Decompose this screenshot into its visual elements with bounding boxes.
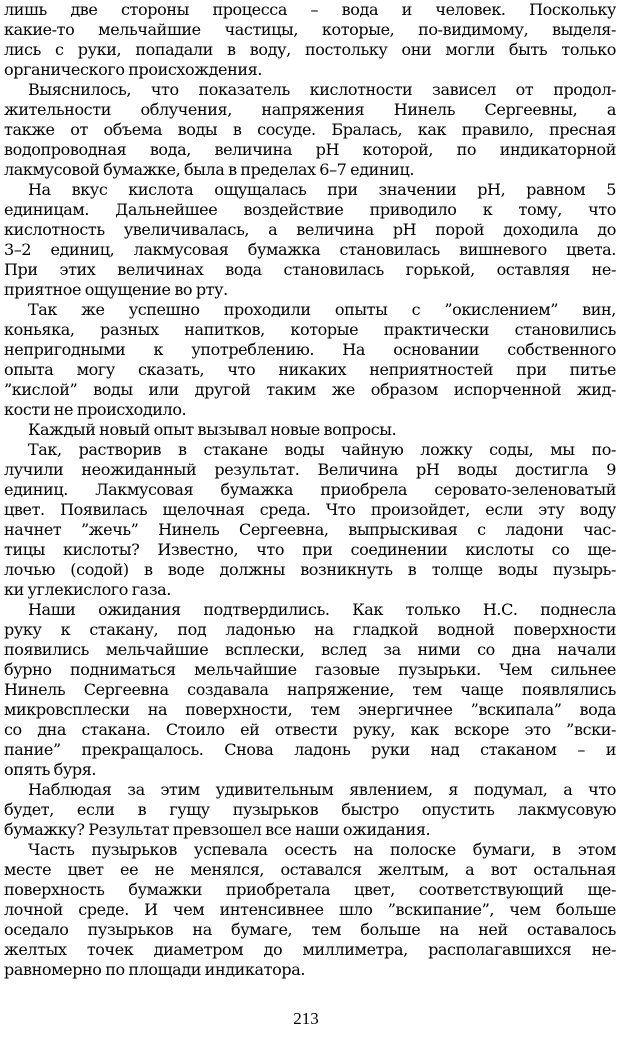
text-line: пание” прекращалось. Снова ладонь руки над стаканом – и <box>4 740 616 759</box>
text-line: приятное ощущение во рту. <box>4 280 228 299</box>
text-line: лочной среде. И чем интенсивнее шло ”вскипание”, чем больше <box>4 900 616 919</box>
text-line: Выяснилось, что показатель кислотности зависел от продол- <box>28 80 616 99</box>
text-line: Так, растворив в стакане воды чайную ложку соды, мы по- <box>28 440 616 459</box>
text-line: руку к стакану, под ладонью на гладкой водной поверхности <box>4 620 616 639</box>
text-line: микровсплески на поверхности, тем энергичнее ”вскипала” вода <box>4 700 616 719</box>
book-page <box>4 0 616 1041</box>
text-line: Наши ожидания подтвердились. Как только Н.С. поднесла <box>28 600 616 619</box>
text-line: ки углекислого газа. <box>4 580 171 599</box>
page-number: 213 <box>293 1009 319 1028</box>
text-line: 3–2 единиц, лакмусовая бумажка становилась вишневого цвета. <box>4 240 616 259</box>
text-line: какие-то мельчайшие частицы, которые, по-видимому, выделя- <box>4 20 616 39</box>
text-line: опять буря. <box>4 760 97 779</box>
text-line: кислотность увеличивалась, а величина pH порой доходила до <box>4 220 616 239</box>
text-line: опыта могу сказать, что никаких неприятностей при питье <box>4 360 616 379</box>
text-line: лись с руки, попадали в воду, постольку они могли быть только <box>4 40 616 59</box>
text-line: цвет. Появилась щелочная среда. Что произойдет, если эту воду <box>4 500 616 519</box>
text-line: ”кислой” воды или другой таким же образом испорченной жид- <box>4 380 616 399</box>
text-line: Часть пузырьков успевала осесть на полоске бумаги, в этом <box>28 840 616 859</box>
text-line: также от объема воды в сосуде. Бралась, как правило, пресная <box>4 120 616 139</box>
text-line: водопроводная вода, величина pH которой, по индикаторной <box>4 140 616 159</box>
text-line: Наблюдая за этим удивительным явлением, я подумал, а что <box>28 780 616 799</box>
text-line: Так же успешно проходили опыты с ”окислением” вин, <box>28 300 616 319</box>
text-line: На вкус кислота ощущалась при значении pH, равном 5 <box>28 180 616 199</box>
text-line: коньяка, разных напитков, которые практически становились <box>4 320 616 339</box>
text-line: органического происхождения. <box>4 60 263 79</box>
text-line: начнет ”жечь” Нинель Сергеевна, выпрыскивая с ладони час- <box>4 520 616 539</box>
text-line: Нинель Сергеевна создавала напряжение, тем чаще появлялись <box>4 680 616 699</box>
text-line: равномерно по площади индикатора. <box>4 960 306 979</box>
text-line: лишь две стороны процесса – вода и человек. Поскольку <box>4 0 616 19</box>
text-line: единицам. Дальнейшее воздействие приводило к тому, что <box>4 200 616 219</box>
text-line: При этих величинах вода становилась горькой, оставляя не- <box>4 260 616 279</box>
text-line: тицы кислоты? Известно, что при соединении кислоты со ще- <box>4 540 616 559</box>
text-line: появились мельчайшие всплески, вслед за ними со дна начали <box>4 640 616 659</box>
text-line: желтых точек диаметром до миллиметра, располагавшихся не- <box>4 940 616 959</box>
text-line: жительности облучения, напряжения Нинель Сергеевны, а <box>4 100 616 119</box>
text-line: Каждый новый опыт вызывал новые вопросы. <box>28 420 397 439</box>
text-line: кости не происходило. <box>4 400 187 419</box>
text-line: лакмусовой бумажке, была в пределах 6–7 единиц. <box>4 160 415 179</box>
text-line: со дна стакана. Стоило ей отвести руку, как вскоре это ”вски- <box>4 720 616 739</box>
text-line: непригодными к употреблению. На основании собственного <box>4 340 616 359</box>
text-line: поверхность бумажки приобретала цвет, соответствующий ще- <box>4 880 616 899</box>
text-line: будет, если в гущу пузырьков быстро опустить лакмусовую <box>4 800 616 819</box>
text-line: оседало пузырьков на бумаге, тем больше на ней оставалось <box>4 920 616 939</box>
text-line: бумажку? Результат превзошел все наши ожидания. <box>4 820 431 839</box>
text-line: бурно подниматься мельчайшие газовые пузырьки. Чем сильнее <box>4 660 616 679</box>
text-line: месте цвет ее не менялся, оставался желтым, а вот остальная <box>4 860 616 879</box>
text-line: лучили неожиданный результат. Величина pH воды достигла 9 <box>4 460 616 479</box>
text-line: единиц. Лакмусовая бумажка приобрела серовато-зеленоватый <box>4 480 616 499</box>
text-line: лочью (содой) в воде должны возникнуть в толще воды пузырь- <box>4 560 616 579</box>
